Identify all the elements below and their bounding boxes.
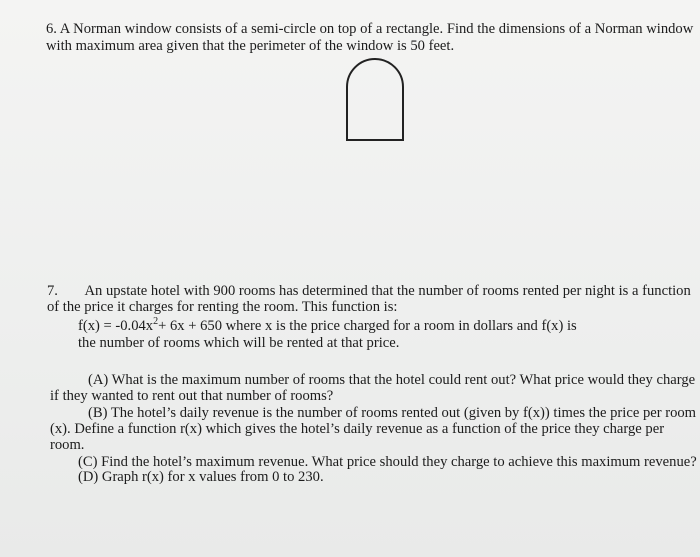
q7-part-b-1: (B) The hotel’s daily revenue is the number of rooms rented out (given by f(x)) times the price per room [88, 405, 697, 421]
formula-exponent: 2 [153, 316, 159, 328]
formula-prefix: f(x) = -0.04x [78, 318, 154, 334]
q7-line-4: the number of rooms which will be rented at that price. [78, 335, 400, 351]
q7-part-b-2: (x). Define a function r(x) which gives the hotel’s daily revenue as a function of the price they charge per [50, 421, 665, 437]
q6-line-2: with maximum area given that the perimeter of the window is 50 feet. [46, 38, 455, 54]
formula-rest: + 6x + 650 where x is the price charged for a room in dollars and f(x) is [158, 318, 577, 334]
norman-window-figure [340, 56, 410, 142]
q7-part-c: (C) Find the hotel’s maximum revenue. What price should they charge to achieve this maximum revenue? [78, 454, 697, 470]
q7-line-1-text: An upstate hotel with 900 rooms has determined that the number of rooms rented per night is a function [84, 283, 691, 299]
q7-number: 7. [47, 283, 58, 299]
q7-line-1 [47, 283, 691, 299]
q7-part-b-3: room. [50, 437, 85, 453]
q7-part-a-1: (A) What is the maximum number of rooms that the hotel could rent out? What price would they charge [88, 372, 696, 388]
q7-line-2: of the price it charges for renting the room. This function is: [47, 299, 398, 315]
q7-formula [78, 318, 577, 334]
q7-part-d: (D) Graph r(x) for x values from 0 to 230. [78, 469, 324, 485]
q7-part-a-2: if they wanted to rent out that number of rooms? [50, 388, 334, 404]
q6-line-1: 6. A Norman window consists of a semi-circle on top of a rectangle. Find the dimensions of a Norman window [46, 21, 694, 37]
